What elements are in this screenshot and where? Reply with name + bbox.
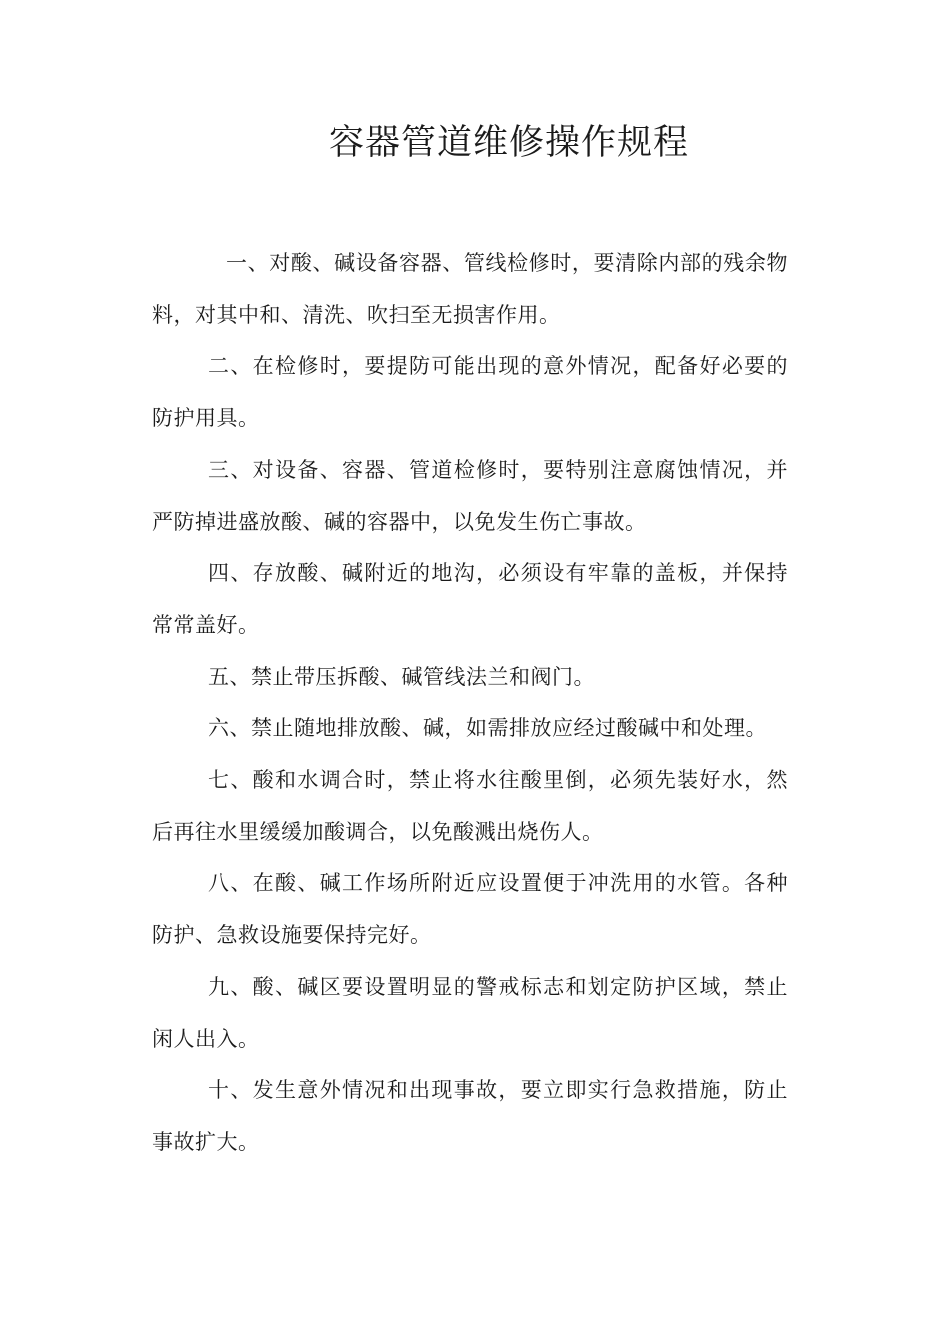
paragraph-9: 九、酸、碱区要设置明显的警戒标志和划定防护区域，禁止闲人出入。 bbox=[152, 974, 788, 1051]
paragraph-2: 二、在检修时，要提防可能出现的意外情况，配备好必要的防护用具。 bbox=[152, 354, 788, 431]
paragraph-4: 四、存放酸、碱附近的地沟，必须设有牢靠的盖板，并保持常常盖好。 bbox=[152, 561, 788, 637]
paragraph-1: 一、对酸、碱设备容器、管线检修时，要清除内部的残余物料，对其中和、清洗、吹扫至无损害作用。 bbox=[152, 251, 788, 327]
paragraph-10: 十、发生意外情况和出现事故，要立即实行急救措施，防止事故扩大。 bbox=[152, 1078, 788, 1154]
paragraph-8: 八、在酸、碱工作场所附近应设置便于冲洗用的水管。各种防护、急救设施要保持完好。 bbox=[152, 871, 788, 948]
paragraph-3: 三、对设备、容器、管道检修时，要特别注意腐蚀情况，并严防掉进盛放酸、碱的容器中，以免发生伤亡事故。 bbox=[152, 457, 788, 534]
paragraph-5: 五、禁止带压拆酸、碱管线法兰和阀门。 bbox=[208, 664, 595, 689]
paragraph-6: 六、禁止随地排放酸、碱，如需排放应经过酸碱中和处理。 bbox=[208, 716, 767, 741]
document-body bbox=[152, 238, 788, 1169]
paragraph-7: 七、酸和水调合时，禁止将水往酸里倒，必须先装好水，然后再往水里缓缓加酸调合，以免酸溅出烧伤人。 bbox=[152, 768, 788, 844]
document-title: 容器管道维修操作规程 bbox=[328, 123, 689, 163]
